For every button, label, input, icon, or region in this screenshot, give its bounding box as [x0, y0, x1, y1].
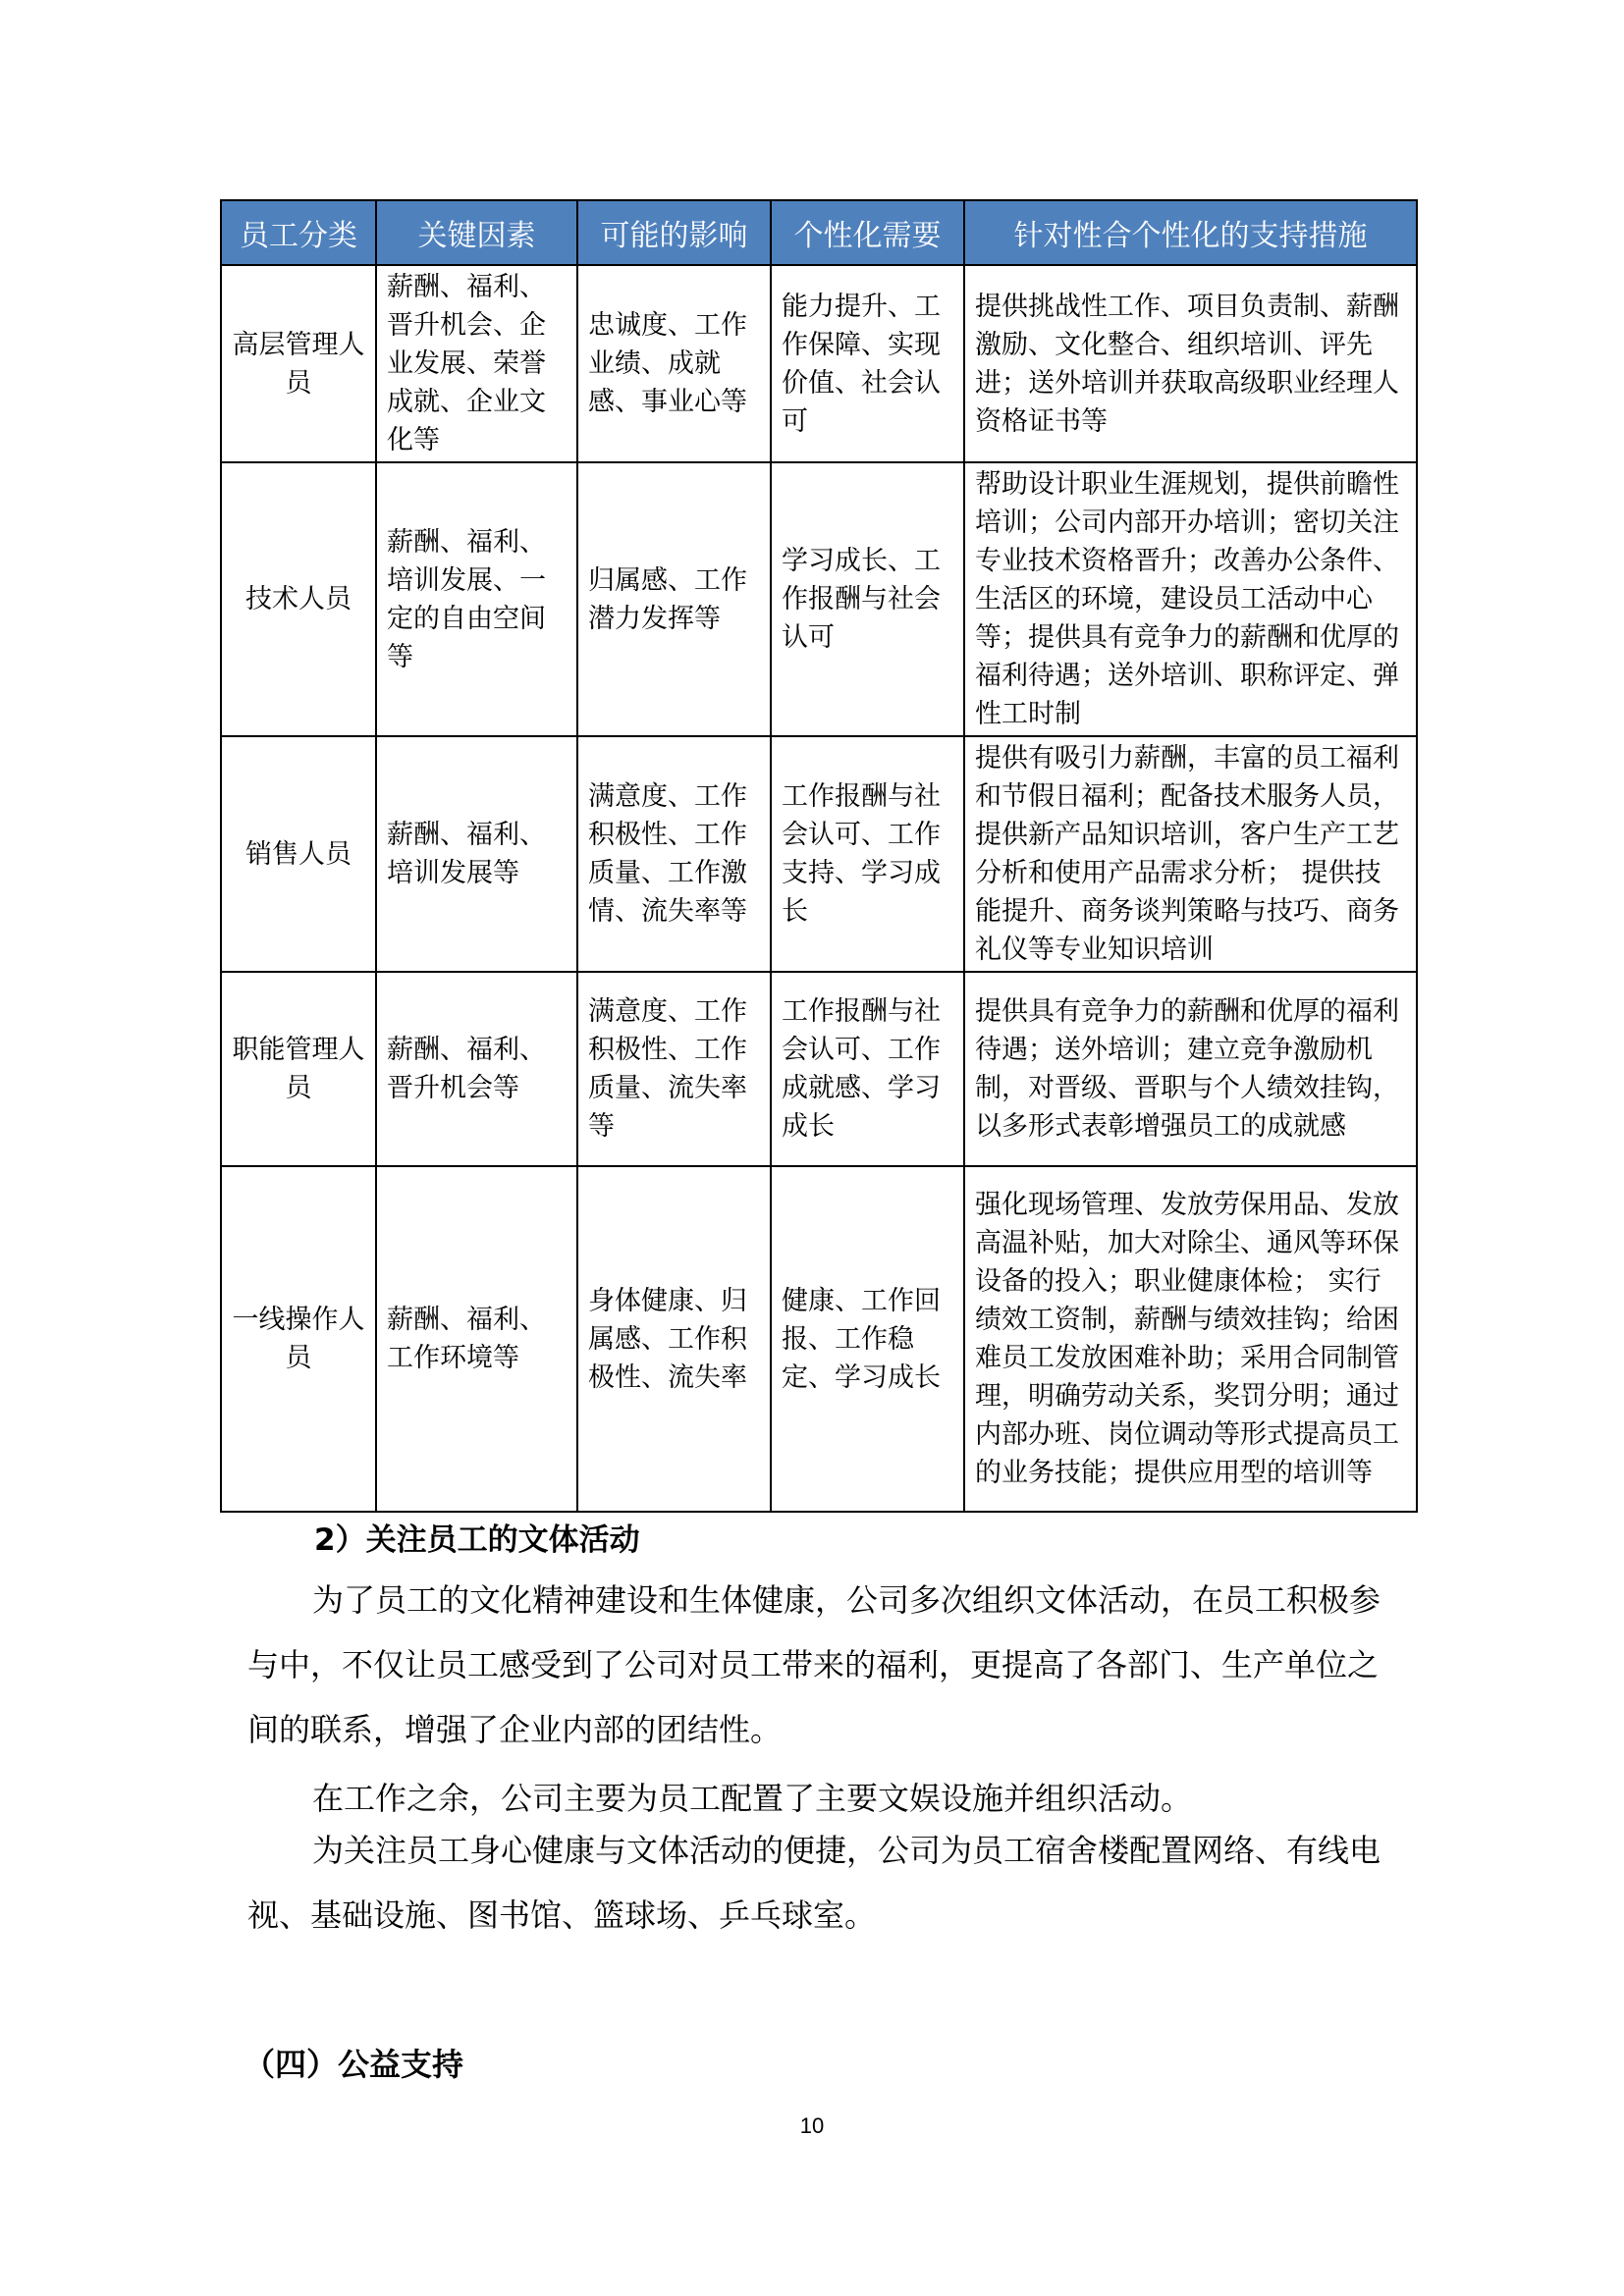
row-factors: 薪酬、福利、晋升机会等 — [376, 972, 577, 1166]
table-row — [221, 265, 1417, 462]
row-impact: 满意度、工作积极性、工作质量、工作激情、流失率等 — [577, 736, 771, 972]
row-impact: 身体健康、归属感、工作积极性、流失率 — [577, 1166, 771, 1512]
table-header-row — [221, 200, 1417, 265]
row-impact: 忠诚度、工作业绩、成就感、事业心等 — [577, 265, 771, 462]
row-impact: 满意度、工作积极性、工作质量、流失率等 — [577, 972, 771, 1166]
row-impact: 归属感、工作潜力发挥等 — [577, 462, 771, 736]
row-needs: 工作报酬与社会认可、工作成就感、学习成长 — [771, 972, 964, 1166]
row-category: 销售人员 — [221, 736, 376, 972]
header-impact: 可能的影响 — [577, 200, 771, 265]
support-measures-table — [220, 199, 1418, 1513]
row-factors: 薪酬、福利、培训发展等 — [376, 736, 577, 972]
row-needs: 学习成长、工作报酬与社会认可 — [771, 462, 964, 736]
row-measures: 帮助设计职业生涯规划，提供前瞻性培训；公司内部开办培训；密切关注专业技术资格晋升；改善办公条件、生活区的环境，建设员工活动中心等；提供具有竞争力的薪酬和优厚的福利待遇；送外培训、职称评定、弹性工时制 — [964, 462, 1417, 736]
row-measures: 提供有吸引力薪酬，丰富的员工福利和节假日福利；配备技术服务人员，提供新产品知识培训，客户生产工艺分析和使用产品需求分析； 提供技能提升、商务谈判策略与技巧、商务礼仪等专业知识培训 — [964, 736, 1417, 972]
section-heading: 2）关注员工的文体活动 — [314, 1522, 640, 1558]
header-category: 员工分类 — [221, 200, 376, 265]
table-row — [221, 1166, 1417, 1512]
chapter-heading: （四）公益支持 — [244, 2046, 464, 2083]
row-factors: 薪酬、福利、晋升机会、企业发展、荣誉成就、企业文化等 — [376, 265, 577, 462]
row-needs: 能力提升、工作保障、实现价值、社会认可 — [771, 265, 964, 462]
page-number: 10 — [799, 2113, 825, 2138]
row-category: 技术人员 — [221, 462, 376, 736]
body-paragraph: 在工作之余，公司主要为员工配置了主要文娱设施并组织活动。 — [312, 1780, 1193, 1817]
table-row — [221, 462, 1417, 736]
row-measures: 强化现场管理、发放劳保用品、发放高温补贴，加大对除尘、通风等环保设备的投入；职业健康体检； 实行绩效工资制，薪酬与绩效挂钩；给困难员工发放困难补助；采用合同制管理，明确劳动关系，奖罚分明；通过内部办班、岗位调动等形式提高员工的业务技能；提供应用型的培训等 — [964, 1166, 1417, 1512]
row-measures: 提供挑战性工作、项目负责制、薪酬激励、文化整合、组织培训、评先进；送外培训并获取高级职业经理人资格证书等 — [964, 265, 1417, 462]
row-measures: 提供具有竞争力的薪酬和优厚的福利待遇；送外培训；建立竞争激励机制，对晋级、晋职与个人绩效挂钩，以多形式表彰增强员工的成就感 — [964, 972, 1417, 1166]
row-factors: 薪酬、福利、工作环境等 — [376, 1166, 577, 1512]
row-factors: 薪酬、福利、培训发展、一定的自由空间等 — [376, 462, 577, 736]
header-needs: 个性化需要 — [771, 200, 964, 265]
header-factors: 关键因素 — [376, 200, 577, 265]
row-needs: 工作报酬与社会认可、工作支持、学习成长 — [771, 736, 964, 972]
body-paragraph: 为关注员工身心健康与文体活动的便捷，公司为员工宿舍楼配置网络、有线电视、基础设施、图书馆、篮球场、乒乓球室。 — [247, 1832, 1381, 1934]
row-category: 高层管理人员 — [221, 265, 376, 462]
support-measures-table-container — [220, 199, 1416, 1513]
body-paragraph: 为了员工的文化精神建设和生体健康，公司多次组织文体活动，在员工积极参与中，不仅让员工感受到了公司对员工带来的福利，更提高了各部门、生产单位之间的联系，增强了企业内部的团结性。 — [247, 1581, 1381, 1748]
table-row — [221, 972, 1417, 1166]
row-category: 一线操作人员 — [221, 1166, 376, 1512]
row-category: 职能管理人员 — [221, 972, 376, 1166]
header-measures: 针对性合个性化的支持措施 — [964, 200, 1417, 265]
row-needs: 健康、工作回报、工作稳定、学习成长 — [771, 1166, 964, 1512]
table-row — [221, 736, 1417, 972]
